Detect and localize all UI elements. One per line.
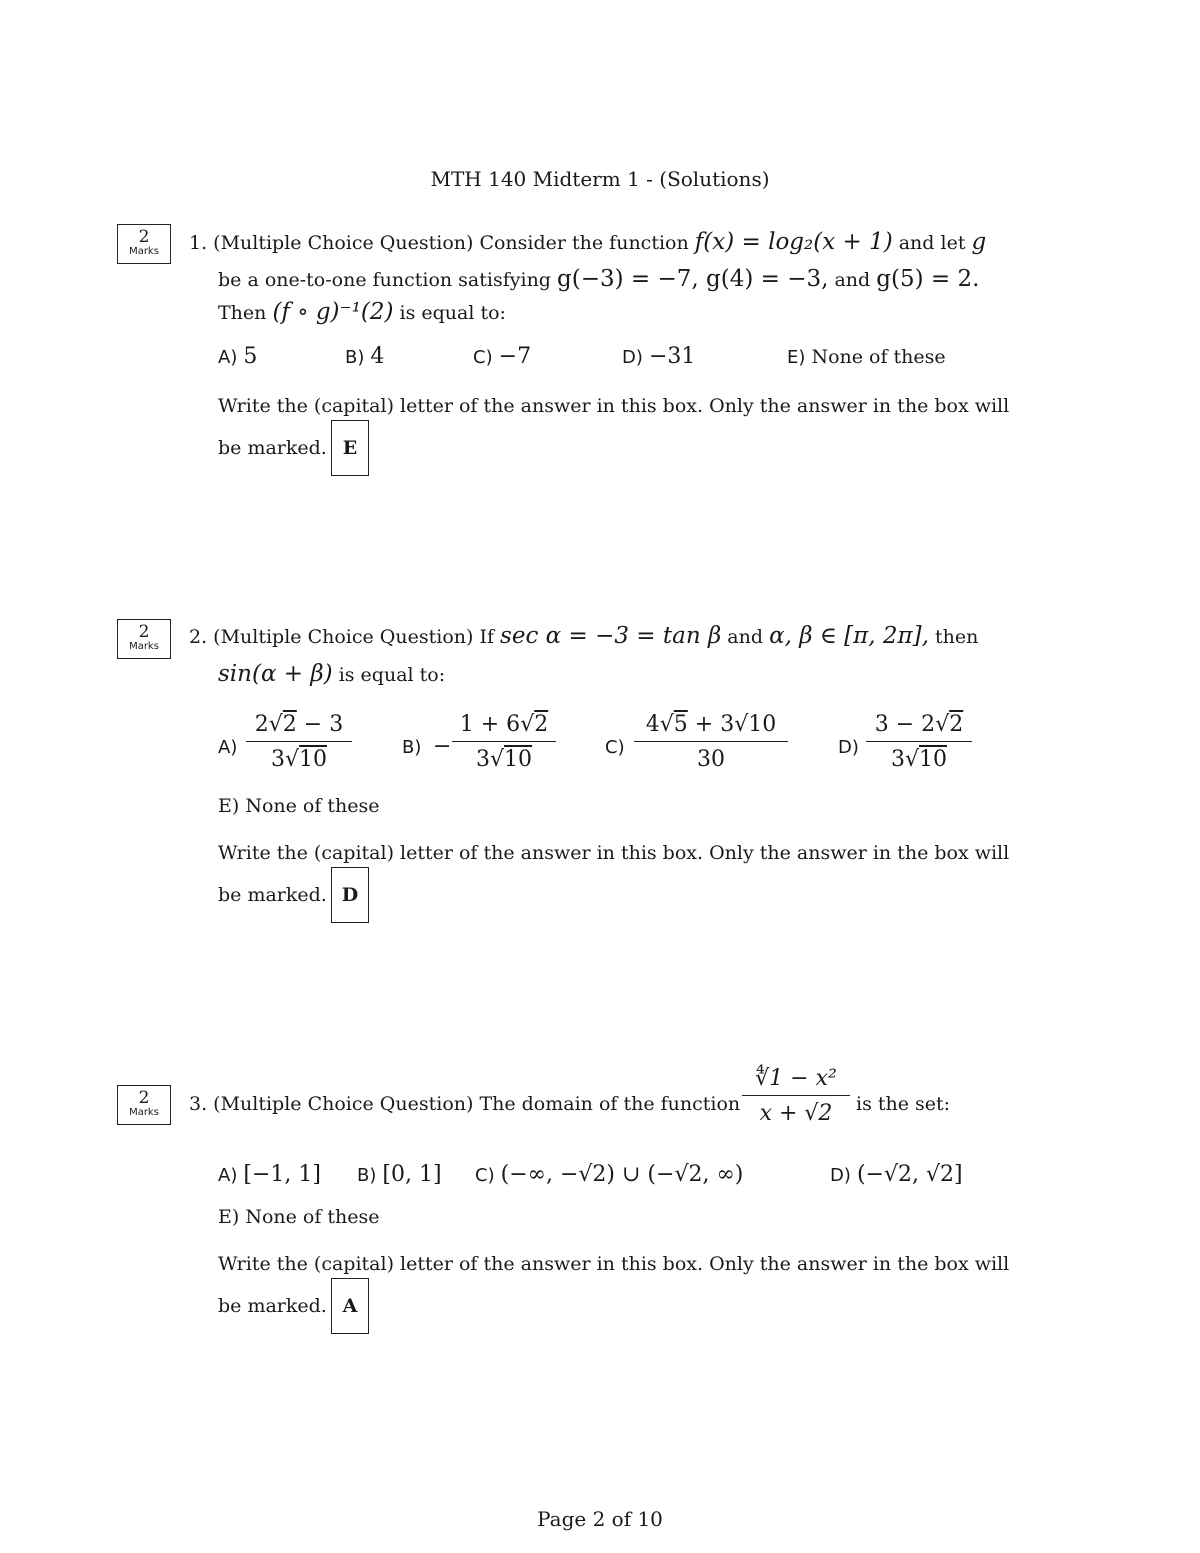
q2-option-d-label: D) [838, 737, 859, 758]
marks-word: Marks [129, 1107, 159, 1118]
q3-instruction-line1: Write the (capital) letter of the answer in this box. Only the answer in the box will [218, 1253, 1010, 1275]
q3-instruction-line2: be marked. [218, 1295, 327, 1317]
q1-function-math: f(x) = log₂(x + 1) [694, 229, 893, 255]
q1-line1 [189, 230, 986, 255]
q1-values-math2: g(5) = 2. [876, 266, 980, 292]
q1-instruction-line1: Write the (capital) letter of the answer in this box. Only the answer in the box will [218, 395, 1010, 417]
q3-option-d: D) (−√2, √2] [830, 1162, 963, 1187]
q1-line3-text: Then [218, 302, 267, 324]
marks-box [117, 1085, 171, 1125]
q1-line1-end: and let [898, 232, 966, 254]
marks-word: Marks [129, 641, 159, 652]
q1-line3-end: is equal to: [399, 302, 506, 324]
q1-option-c: C) −7 [473, 344, 532, 369]
q2-option-e: E) None of these [218, 795, 380, 817]
q3-line1-text: 3. (Multiple Choice Question) The domain of the function [189, 1093, 741, 1115]
q2-option-a-label: A) [218, 737, 238, 758]
q1-option-e: E) None of these [787, 346, 946, 368]
q1-line3 [218, 300, 506, 325]
q3-option-e: E) None of these [218, 1206, 380, 1228]
q1-g-math: g [971, 229, 987, 255]
marks-box [117, 224, 171, 264]
q1-option-a: A) 5 [218, 344, 258, 369]
marks-value: 2 [138, 227, 150, 247]
q2-option-b-sign: − [433, 734, 452, 759]
q2-option-a-fraction: $\frac{2√2 - 3}{3√10}$ [246, 711, 352, 774]
q2-option-c-label: C) [605, 737, 625, 758]
q2-line1 [189, 624, 978, 649]
q2-condition-math: sec α = −3 = tan β [500, 623, 722, 649]
page-header: MTH 140 Midterm 1 - (Solutions) [430, 167, 770, 191]
q3-frac-denominator: x + √2 [759, 1101, 833, 1126]
q1-line2-text: be a one-to-one function satisfying [218, 269, 551, 291]
q3-option-a: A) [−1, 1] [218, 1162, 321, 1187]
q2-line1-end: then [934, 626, 979, 648]
q2-instruction-line2: be marked. [218, 884, 327, 906]
q3-function-fraction [742, 1065, 850, 1128]
q2-answer-box: D [331, 867, 369, 923]
q1-line2 [218, 267, 979, 292]
q1-line1-text: 1. (Multiple Choice Question) Consider the function [189, 232, 689, 254]
q2-interval-math: α, β ∈ [π, 2π], [769, 623, 929, 649]
q1-values-math: g(−3) = −7, g(4) = −3, [557, 266, 829, 292]
q2-sin-math: sin(α + β) [218, 661, 333, 687]
marks-box [117, 619, 171, 659]
q1-instruction-line2: be marked. [218, 437, 327, 459]
q3-frac-numerator: ∜1 − x² [742, 1065, 850, 1096]
q1-option-d: D) −31 [622, 344, 696, 369]
page-footer: Page 2 of 10 [537, 1507, 663, 1531]
q3-line1-end: is the set: [856, 1093, 951, 1115]
q1-line2-and: and [834, 269, 871, 291]
q3-option-c: C) (−∞, −√2) ∪ (−√2, ∞) [475, 1162, 744, 1187]
marks-word: Marks [129, 246, 159, 257]
q2-option-d-fraction: $\frac{3 - 2√2}{3√10}$ [866, 711, 972, 774]
q3-option-b: B) [0, 1] [357, 1162, 442, 1187]
q2-option-b-fraction: $\frac{1 + 6√2}{3√10}$ [452, 711, 556, 774]
q1-answer-box: E [331, 420, 369, 476]
q2-option-b-label: B) [402, 737, 422, 758]
marks-value: 2 [138, 1088, 150, 1108]
q2-line2-text: is equal to: [338, 664, 446, 686]
q1-composite-math: (f ∘ g)⁻¹(2) [272, 299, 394, 325]
q2-option-c-fraction: $\frac{4√5 + 3√10}{30}$ [634, 711, 788, 774]
marks-value: 2 [138, 622, 150, 642]
q2-instruction-line1: Write the (capital) letter of the answer in this box. Only the answer in the box will [218, 842, 1010, 864]
q3-answer-box: A [331, 1278, 369, 1334]
q1-option-b: B) 4 [345, 344, 385, 369]
q2-line1-text: 2. (Multiple Choice Question) If [189, 626, 494, 648]
q2-line1-and: and [727, 626, 764, 648]
q2-line2 [218, 662, 445, 687]
